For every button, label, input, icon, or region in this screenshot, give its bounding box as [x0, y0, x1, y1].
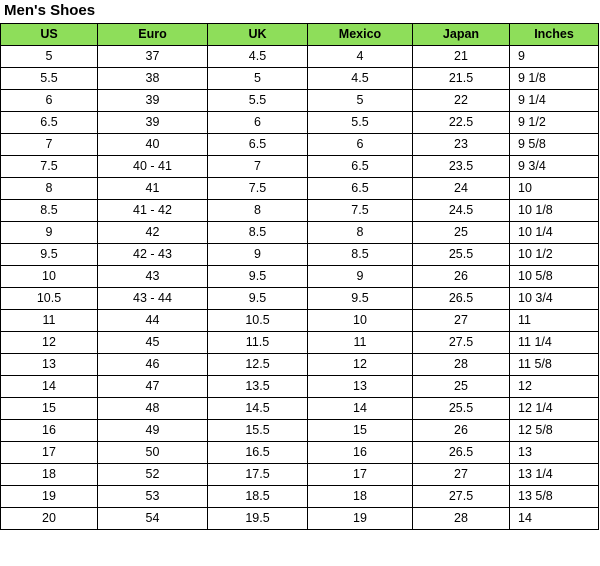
cell-us: 5 — [1, 46, 98, 68]
cell-us: 6.5 — [1, 112, 98, 134]
cell-euro: 53 — [98, 486, 208, 508]
cell-euro: 43 — [98, 266, 208, 288]
cell-inches: 9 1/4 — [510, 90, 599, 112]
cell-mexico: 5 — [308, 90, 413, 112]
cell-japan: 24.5 — [413, 200, 510, 222]
table-body — [1, 46, 599, 530]
cell-mexico: 17 — [308, 464, 413, 486]
cell-euro: 43 - 44 — [98, 288, 208, 310]
cell-us: 10 — [1, 266, 98, 288]
cell-euro: 44 — [98, 310, 208, 332]
cell-japan: 28 — [413, 354, 510, 376]
cell-euro: 39 — [98, 112, 208, 134]
cell-inches: 11 1/4 — [510, 332, 599, 354]
cell-euro: 39 — [98, 90, 208, 112]
cell-uk: 17.5 — [208, 464, 308, 486]
cell-us: 15 — [1, 398, 98, 420]
cell-us: 8 — [1, 178, 98, 200]
table-row — [1, 464, 599, 486]
cell-uk: 14.5 — [208, 398, 308, 420]
cell-inches: 13 1/4 — [510, 464, 599, 486]
cell-uk: 11.5 — [208, 332, 308, 354]
table-row — [1, 376, 599, 398]
cell-japan: 22 — [413, 90, 510, 112]
table-row — [1, 266, 599, 288]
cell-inches: 9 — [510, 46, 599, 68]
cell-japan: 27 — [413, 464, 510, 486]
table-row — [1, 354, 599, 376]
table-row — [1, 310, 599, 332]
cell-uk: 8 — [208, 200, 308, 222]
cell-us: 5.5 — [1, 68, 98, 90]
cell-mexico: 9 — [308, 266, 413, 288]
cell-us: 12 — [1, 332, 98, 354]
table-row — [1, 90, 599, 112]
column-header-us: US — [1, 24, 98, 46]
cell-uk: 8.5 — [208, 222, 308, 244]
cell-mexico: 6.5 — [308, 156, 413, 178]
page-title: Men's Shoes — [4, 2, 96, 19]
cell-japan: 28 — [413, 508, 510, 530]
cell-japan: 23.5 — [413, 156, 510, 178]
table-header-row — [1, 24, 599, 46]
cell-japan: 25.5 — [413, 398, 510, 420]
cell-inches: 12 5/8 — [510, 420, 599, 442]
cell-inches: 9 3/4 — [510, 156, 599, 178]
cell-mexico: 9.5 — [308, 288, 413, 310]
cell-euro: 46 — [98, 354, 208, 376]
cell-us: 8.5 — [1, 200, 98, 222]
table-row — [1, 46, 599, 68]
table-row — [1, 398, 599, 420]
cell-euro: 42 — [98, 222, 208, 244]
table-row — [1, 508, 599, 530]
cell-mexico: 18 — [308, 486, 413, 508]
cell-inches: 9 1/8 — [510, 68, 599, 90]
table-row — [1, 486, 599, 508]
cell-us: 6 — [1, 90, 98, 112]
cell-japan: 21 — [413, 46, 510, 68]
cell-uk: 6.5 — [208, 134, 308, 156]
table-row — [1, 112, 599, 134]
cell-japan: 26 — [413, 266, 510, 288]
cell-euro: 47 — [98, 376, 208, 398]
cell-us: 17 — [1, 442, 98, 464]
cell-uk: 16.5 — [208, 442, 308, 464]
table-row — [1, 68, 599, 90]
cell-us: 20 — [1, 508, 98, 530]
cell-inches: 10 1/2 — [510, 244, 599, 266]
cell-mexico: 6.5 — [308, 178, 413, 200]
cell-inches: 9 1/2 — [510, 112, 599, 134]
table-row — [1, 134, 599, 156]
table-row — [1, 442, 599, 464]
cell-japan: 21.5 — [413, 68, 510, 90]
cell-mexico: 10 — [308, 310, 413, 332]
table-row — [1, 244, 599, 266]
cell-japan: 26.5 — [413, 442, 510, 464]
cell-euro: 40 - 41 — [98, 156, 208, 178]
cell-us: 7.5 — [1, 156, 98, 178]
table-row — [1, 178, 599, 200]
table-header — [1, 24, 599, 46]
table-row — [1, 420, 599, 442]
table-row — [1, 200, 599, 222]
cell-uk: 9.5 — [208, 266, 308, 288]
cell-euro: 50 — [98, 442, 208, 464]
cell-uk: 15.5 — [208, 420, 308, 442]
cell-mexico: 15 — [308, 420, 413, 442]
column-header-uk: UK — [208, 24, 308, 46]
cell-us: 18 — [1, 464, 98, 486]
cell-us: 19 — [1, 486, 98, 508]
cell-inches: 12 — [510, 376, 599, 398]
column-header-inches: Inches — [510, 24, 599, 46]
cell-japan: 27.5 — [413, 486, 510, 508]
cell-euro: 42 - 43 — [98, 244, 208, 266]
cell-uk: 19.5 — [208, 508, 308, 530]
cell-japan: 26 — [413, 420, 510, 442]
cell-euro: 38 — [98, 68, 208, 90]
cell-japan: 24 — [413, 178, 510, 200]
cell-inches: 10 3/4 — [510, 288, 599, 310]
cell-inches: 13 — [510, 442, 599, 464]
cell-mexico: 6 — [308, 134, 413, 156]
cell-inches: 11 — [510, 310, 599, 332]
cell-japan: 25.5 — [413, 244, 510, 266]
cell-uk: 13.5 — [208, 376, 308, 398]
cell-mexico: 7.5 — [308, 200, 413, 222]
table-row — [1, 222, 599, 244]
cell-euro: 40 — [98, 134, 208, 156]
cell-euro: 54 — [98, 508, 208, 530]
cell-japan: 27.5 — [413, 332, 510, 354]
cell-mexico: 8 — [308, 222, 413, 244]
cell-euro: 41 — [98, 178, 208, 200]
table-row — [1, 332, 599, 354]
cell-euro: 48 — [98, 398, 208, 420]
column-header-euro: Euro — [98, 24, 208, 46]
cell-inches: 11 5/8 — [510, 354, 599, 376]
cell-japan: 25 — [413, 376, 510, 398]
cell-us: 14 — [1, 376, 98, 398]
cell-uk: 10.5 — [208, 310, 308, 332]
cell-mexico: 13 — [308, 376, 413, 398]
cell-uk: 9 — [208, 244, 308, 266]
column-header-mexico: Mexico — [308, 24, 413, 46]
cell-japan: 25 — [413, 222, 510, 244]
cell-uk: 4.5 — [208, 46, 308, 68]
cell-us: 16 — [1, 420, 98, 442]
cell-mexico: 14 — [308, 398, 413, 420]
cell-mexico: 19 — [308, 508, 413, 530]
cell-mexico: 5.5 — [308, 112, 413, 134]
cell-inches: 10 1/4 — [510, 222, 599, 244]
cell-uk: 6 — [208, 112, 308, 134]
cell-euro: 49 — [98, 420, 208, 442]
cell-inches: 12 1/4 — [510, 398, 599, 420]
cell-inches: 13 5/8 — [510, 486, 599, 508]
cell-mexico: 11 — [308, 332, 413, 354]
cell-mexico: 12 — [308, 354, 413, 376]
cell-japan: 27 — [413, 310, 510, 332]
cell-us: 13 — [1, 354, 98, 376]
cell-inches: 9 5/8 — [510, 134, 599, 156]
table-row — [1, 288, 599, 310]
cell-mexico: 4.5 — [308, 68, 413, 90]
cell-uk: 12.5 — [208, 354, 308, 376]
cell-euro: 52 — [98, 464, 208, 486]
cell-inches: 10 5/8 — [510, 266, 599, 288]
cell-us: 10.5 — [1, 288, 98, 310]
cell-euro: 45 — [98, 332, 208, 354]
cell-us: 7 — [1, 134, 98, 156]
size-conversion-table — [0, 23, 599, 530]
cell-us: 9 — [1, 222, 98, 244]
cell-uk: 7 — [208, 156, 308, 178]
cell-mexico: 4 — [308, 46, 413, 68]
cell-inches: 10 — [510, 178, 599, 200]
cell-uk: 5 — [208, 68, 308, 90]
cell-mexico: 8.5 — [308, 244, 413, 266]
cell-uk: 7.5 — [208, 178, 308, 200]
cell-us: 9.5 — [1, 244, 98, 266]
column-header-japan: Japan — [413, 24, 510, 46]
cell-mexico: 16 — [308, 442, 413, 464]
cell-japan: 26.5 — [413, 288, 510, 310]
table-row — [1, 156, 599, 178]
cell-uk: 9.5 — [208, 288, 308, 310]
cell-euro: 37 — [98, 46, 208, 68]
cell-uk: 18.5 — [208, 486, 308, 508]
cell-japan: 22.5 — [413, 112, 510, 134]
cell-uk: 5.5 — [208, 90, 308, 112]
cell-us: 11 — [1, 310, 98, 332]
cell-euro: 41 - 42 — [98, 200, 208, 222]
cell-inches: 10 1/8 — [510, 200, 599, 222]
cell-inches: 14 — [510, 508, 599, 530]
cell-japan: 23 — [413, 134, 510, 156]
